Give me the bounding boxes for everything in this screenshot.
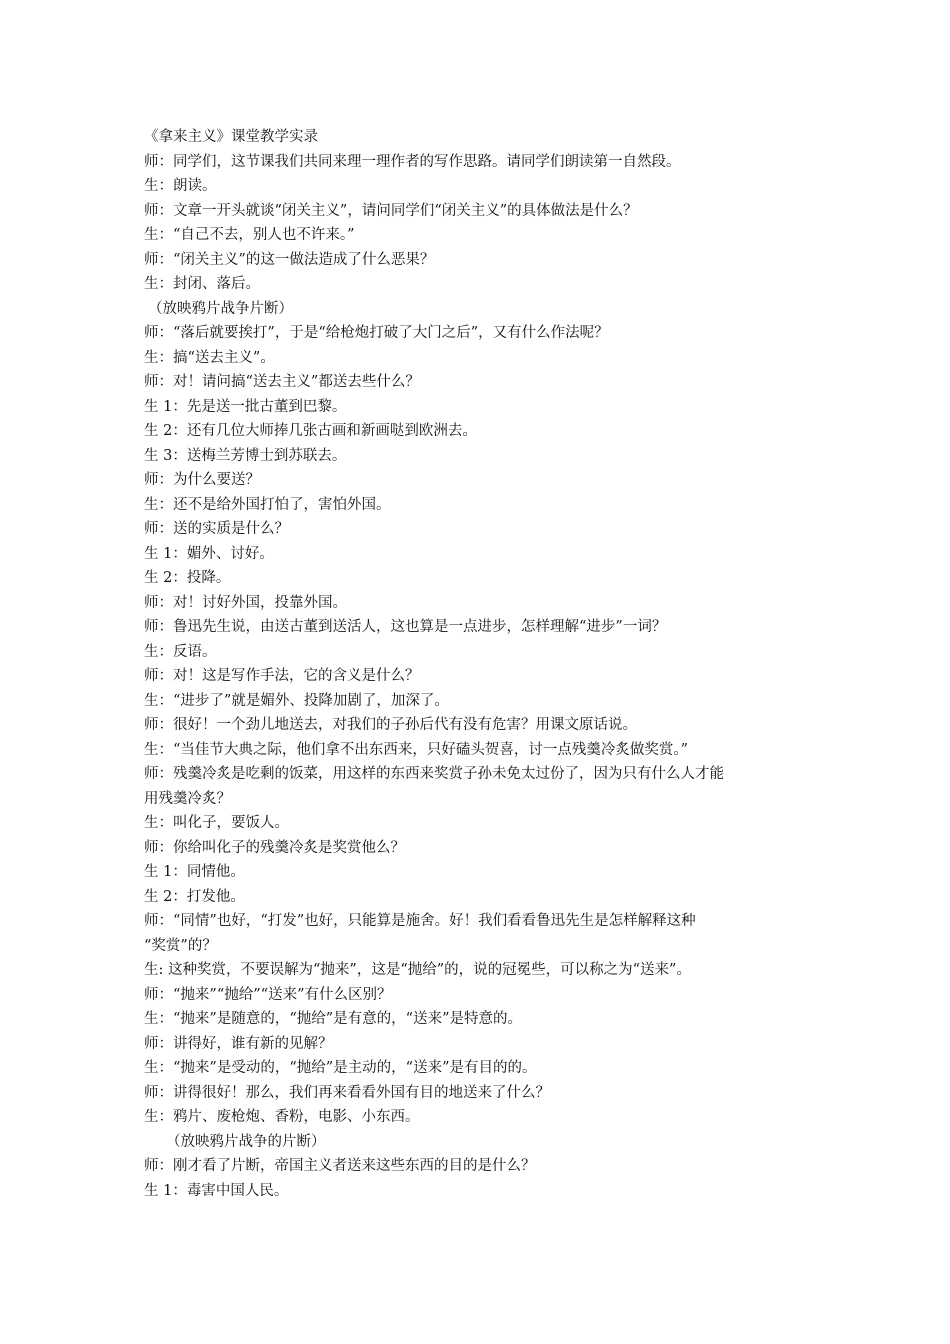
dialogue-line: 师：讲得很好！那么，我们再来看看外国有目的地送来了什么？: [144, 1084, 550, 1101]
dialogue-line: 师：“抛来”“抛给”“送来”有什么区别？: [144, 986, 392, 1003]
dialogue-line: 师：对！这是写作手法，它的含义是什么？: [144, 668, 420, 684]
dialogue-line: 生：反语。: [144, 643, 217, 660]
dialogue-line: 师：很好！一个劲儿地送去，对我们的子孙后代有没有危害？用课文原话说。: [144, 717, 637, 733]
stage-direction: （放映鸦片战争片断）: [148, 300, 293, 317]
dialogue-line: 师：送的实质是什么？: [144, 521, 289, 537]
document-title: 《拿来主义》课堂教学实录: [144, 129, 318, 145]
dialogue-line: 生：叫化子，要饭人。: [144, 815, 289, 831]
dialogue-line: 生: 这种奖赏，不要误解为“抛来”，这是“抛给”的，说的冠冕些，可以称之为“送来”。: [144, 962, 691, 978]
dialogue-line: 生：“自己不去，别人也不许来。”: [144, 227, 355, 243]
dialogue-line: 师：为什么要送？: [144, 472, 260, 488]
dialogue-line: 师：对！请问搞“送去主义”都送去些什么？: [144, 374, 420, 390]
dialogue-line: 师：文章一开头就谈“闭关主义”，请问同学们“闭关主义”的具体做法是什么？: [144, 202, 638, 219]
dialogue-line: 生：“抛来”是随意的，“抛给”是有意的，“送来”是特意的。: [144, 1011, 522, 1027]
stage-direction: （放映鸦片战争的片断）: [166, 1133, 326, 1150]
dialogue-line: 师：鲁迅先生说，由送古董到送活人，这也算是一点进步，怎样理解“进步”一词？: [144, 619, 667, 635]
dialogue-line: 生 2：还有几位大师捧几张古画和新画哒到欧洲去。: [144, 423, 477, 439]
dialogue-line: 师：“落后就要挨打”，于是“给枪炮打破了大门之后”，又有什么作法呢？: [144, 325, 609, 341]
dialogue-line: 生：搞“送去主义”。: [144, 349, 275, 366]
dialogue-line-continued: “奖赏”的？: [144, 937, 217, 954]
dialogue-line: 生 1：先是送一批古董到巴黎。: [144, 398, 347, 415]
dialogue-line: 师：同学们，这节课我们共同来理一理作者的写作思路。请同学们朗读第一自然段。: [144, 153, 681, 170]
dialogue-line: 师：对！讨好外国，投靠外国。: [144, 594, 347, 611]
dialogue-line: 生 1：同情他。: [144, 864, 245, 880]
dialogue-line: 生：“抛来”是受动的，“抛给”是主动的，“送来”是有目的的。: [144, 1060, 537, 1076]
dialogue-line: 师：刚才看了片断，帝国主义者送来这些东西的目的是什么？: [144, 1158, 536, 1174]
dialogue-line: 师：讲得好，谁有新的见解？: [144, 1035, 333, 1052]
dialogue-line: 生 2：打发他。: [144, 888, 245, 905]
dialogue-line: 生：朗读。: [144, 178, 217, 194]
dialogue-line: 师：残羹冷炙是吃剩的饭菜，用这样的东西来奖赏子孙未免太过份了，因为只有什么人才能: [144, 766, 724, 782]
dialogue-line: 生 1：媚外、讨好。: [144, 545, 274, 562]
dialogue-line: 生 1：毒害中国人民。: [144, 1182, 289, 1199]
dialogue-line: 生：“进步了”就是媚外、投降加剧了，加深了。: [144, 692, 449, 709]
document-body: [144, 125, 810, 1203]
dialogue-line: 生 2：投降。: [144, 570, 231, 586]
dialogue-line: 生：还不是给外国打怕了，害怕外国。: [144, 496, 391, 513]
dialogue-line: 生：封闭、落后。: [144, 276, 260, 292]
dialogue-line-continued: 用残羹冷炙？: [144, 790, 231, 807]
dialogue-line: 生：“当佳节大典之际，他们拿不出东西来，只好磕头贺喜，讨一点残羹冷炙做奖赏。”: [144, 741, 689, 758]
dialogue-line: 生：鸦片、废枪炮、香粉，电影、小东西。: [144, 1109, 420, 1125]
dialogue-line: 师：你给叫化子的残羹冷炙是奖赏他么？: [144, 839, 405, 856]
dialogue-line: 生 3：送梅兰芳博士到苏联去。: [144, 447, 347, 464]
dialogue-line: 师：“闭关主义”的这一做法造成了什么恶果？: [144, 251, 435, 268]
dialogue-line: 师：“同情”也好，“打发”也好，只能算是施舍。好！我们看看鲁迅先生是怎样解释这种: [144, 913, 696, 929]
